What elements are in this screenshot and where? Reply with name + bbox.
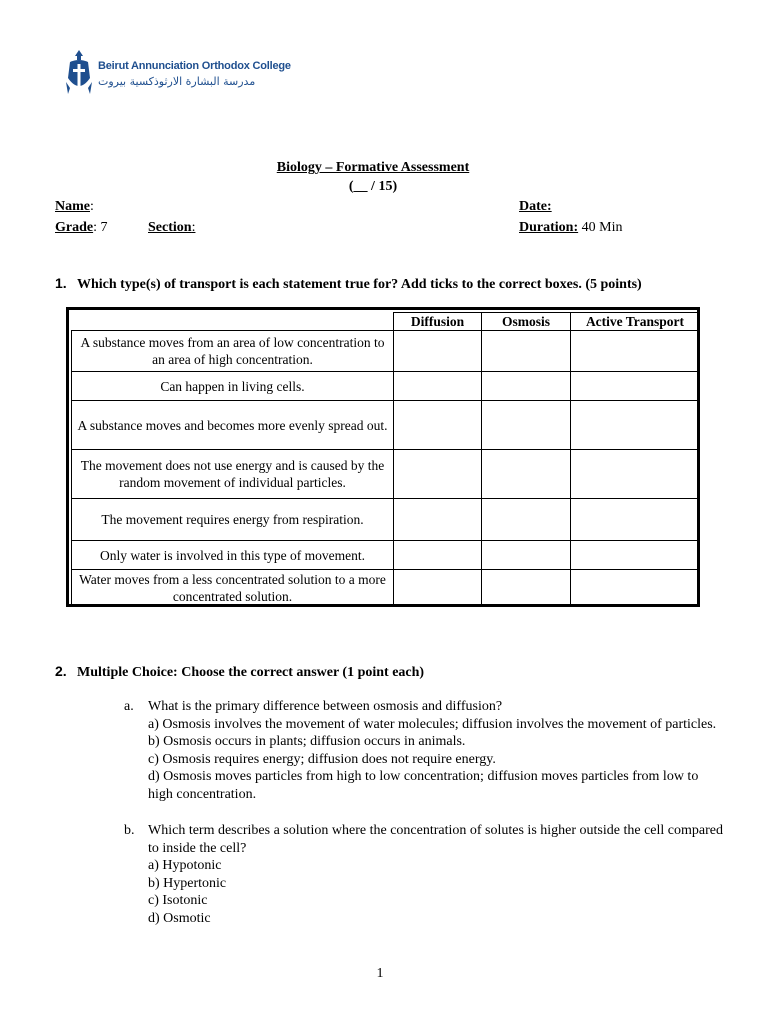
question-1-text: Which type(s) of transport is each statement true for? Add ticks to the correct boxes. (5 points) [77,277,642,292]
tick-box-active-transport[interactable] [571,331,700,372]
tick-box-active-transport[interactable] [571,401,700,450]
school-emblem-icon [64,48,94,98]
statement-cell: Can happen in living cells. [72,372,394,401]
statement-cell: Water moves from a less concentrated solution to a more concentrated solution. [72,570,394,607]
name-field [55,199,94,215]
question-1-heading [55,275,642,293]
mc-option[interactable]: b) Hypertonic [148,875,227,891]
section-colon: : [191,220,196,235]
table-row [72,541,700,570]
tick-box-osmosis[interactable] [482,570,571,607]
mc-option[interactable]: a) Osmosis involves the movement of water molecules; diffusion involves the movement of particles. [148,716,717,732]
duration-value: 40 Min [578,220,623,235]
mc-option[interactable]: a) Hypotonic [148,858,222,874]
grade-label: Grade [55,220,94,235]
mc-question-letter: b. [124,823,135,838]
tick-box-diffusion[interactable] [394,331,482,372]
table-row [72,450,700,499]
tick-box-active-transport[interactable] [571,570,700,607]
mc-option[interactable]: d) Osmosis moves particles from high to low concentration; diffusion moves particles from low to high concentration. [148,769,699,802]
column-header-osmosis: Osmosis [482,313,571,331]
page-number: 1 [376,966,384,981]
mc-question-a [124,698,724,804]
table-row [72,499,700,541]
table-row [72,401,700,450]
school-name-english: Beirut Annunciation Orthodox College [98,60,291,72]
date-field [519,199,552,215]
tick-box-diffusion[interactable] [394,541,482,570]
transport-table [71,312,700,607]
school-logo [64,48,304,100]
mc-option[interactable]: c) Osmosis requires energy; diffusion does not require energy. [148,751,496,767]
statement-cell: A substance moves from an area of low concentration to an area of high concentration. [72,331,394,372]
mc-option[interactable]: b) Osmosis occurs in plants; diffusion occurs in animals. [148,734,466,750]
tick-box-diffusion[interactable] [394,450,482,499]
question-2-text: Multiple Choice: Choose the correct answer (1 point each) [77,665,425,680]
date-label: Date: [519,199,552,214]
mc-option[interactable]: c) Isotonic [148,893,208,909]
question-2-heading [55,663,424,681]
tick-box-diffusion[interactable] [394,401,482,450]
tick-box-osmosis[interactable] [482,450,571,499]
name-label: Name [55,199,90,214]
section-label: Section [148,220,192,235]
mc-option[interactable]: d) Osmotic [148,910,211,926]
column-header-active-transport: Active Transport [571,313,700,331]
tick-box-active-transport[interactable] [571,541,700,570]
tick-box-osmosis[interactable] [482,499,571,541]
section-field [148,220,195,236]
table-row [72,331,700,372]
name-colon: : [90,199,94,214]
question-2-number: 2. [55,663,67,679]
tick-box-active-transport[interactable] [571,499,700,541]
mc-question-letter: a. [124,699,134,714]
tick-box-osmosis[interactable] [482,372,571,401]
mc-question-text: What is the primary difference between osmosis and diffusion? [148,699,503,714]
tick-box-diffusion[interactable] [394,499,482,541]
tick-box-active-transport[interactable] [571,450,700,499]
mc-question-text: Which term describes a solution where the concentration of solutes is higher outside the cell compared to inside the cell? [148,823,723,856]
table-header-row [72,313,700,331]
tick-box-osmosis[interactable] [482,541,571,570]
transport-table-frame [66,307,700,607]
tick-box-osmosis[interactable] [482,401,571,450]
grade-field [55,220,108,236]
tick-box-osmosis[interactable] [482,331,571,372]
tick-box-diffusion[interactable] [394,372,482,401]
tick-box-active-transport[interactable] [571,372,700,401]
duration-label: Duration: [519,220,579,235]
table-row [72,570,700,607]
school-name-arabic: مدرسة البشارة الارثوذكسية بيروت [98,75,256,88]
statement-cell: Only water is involved in this type of movement. [72,541,394,570]
statement-cell: A substance moves and becomes more evenly spread out. [72,401,394,450]
column-header-diffusion: Diffusion [394,313,482,331]
grade-value: : 7 [93,220,108,235]
mc-question-b [124,822,724,928]
tick-box-diffusion[interactable] [394,570,482,607]
page-title: Biology – Formative Assessment [276,160,470,175]
table-row [72,372,700,401]
statement-cell: The movement requires energy from respiration. [72,499,394,541]
score-box: (__ / 15) [348,179,398,194]
table-corner-cell [72,313,394,331]
question-1-number: 1. [55,275,67,291]
statement-cell: The movement does not use energy and is caused by the random movement of individual particles. [72,450,394,499]
duration-field [519,220,622,236]
